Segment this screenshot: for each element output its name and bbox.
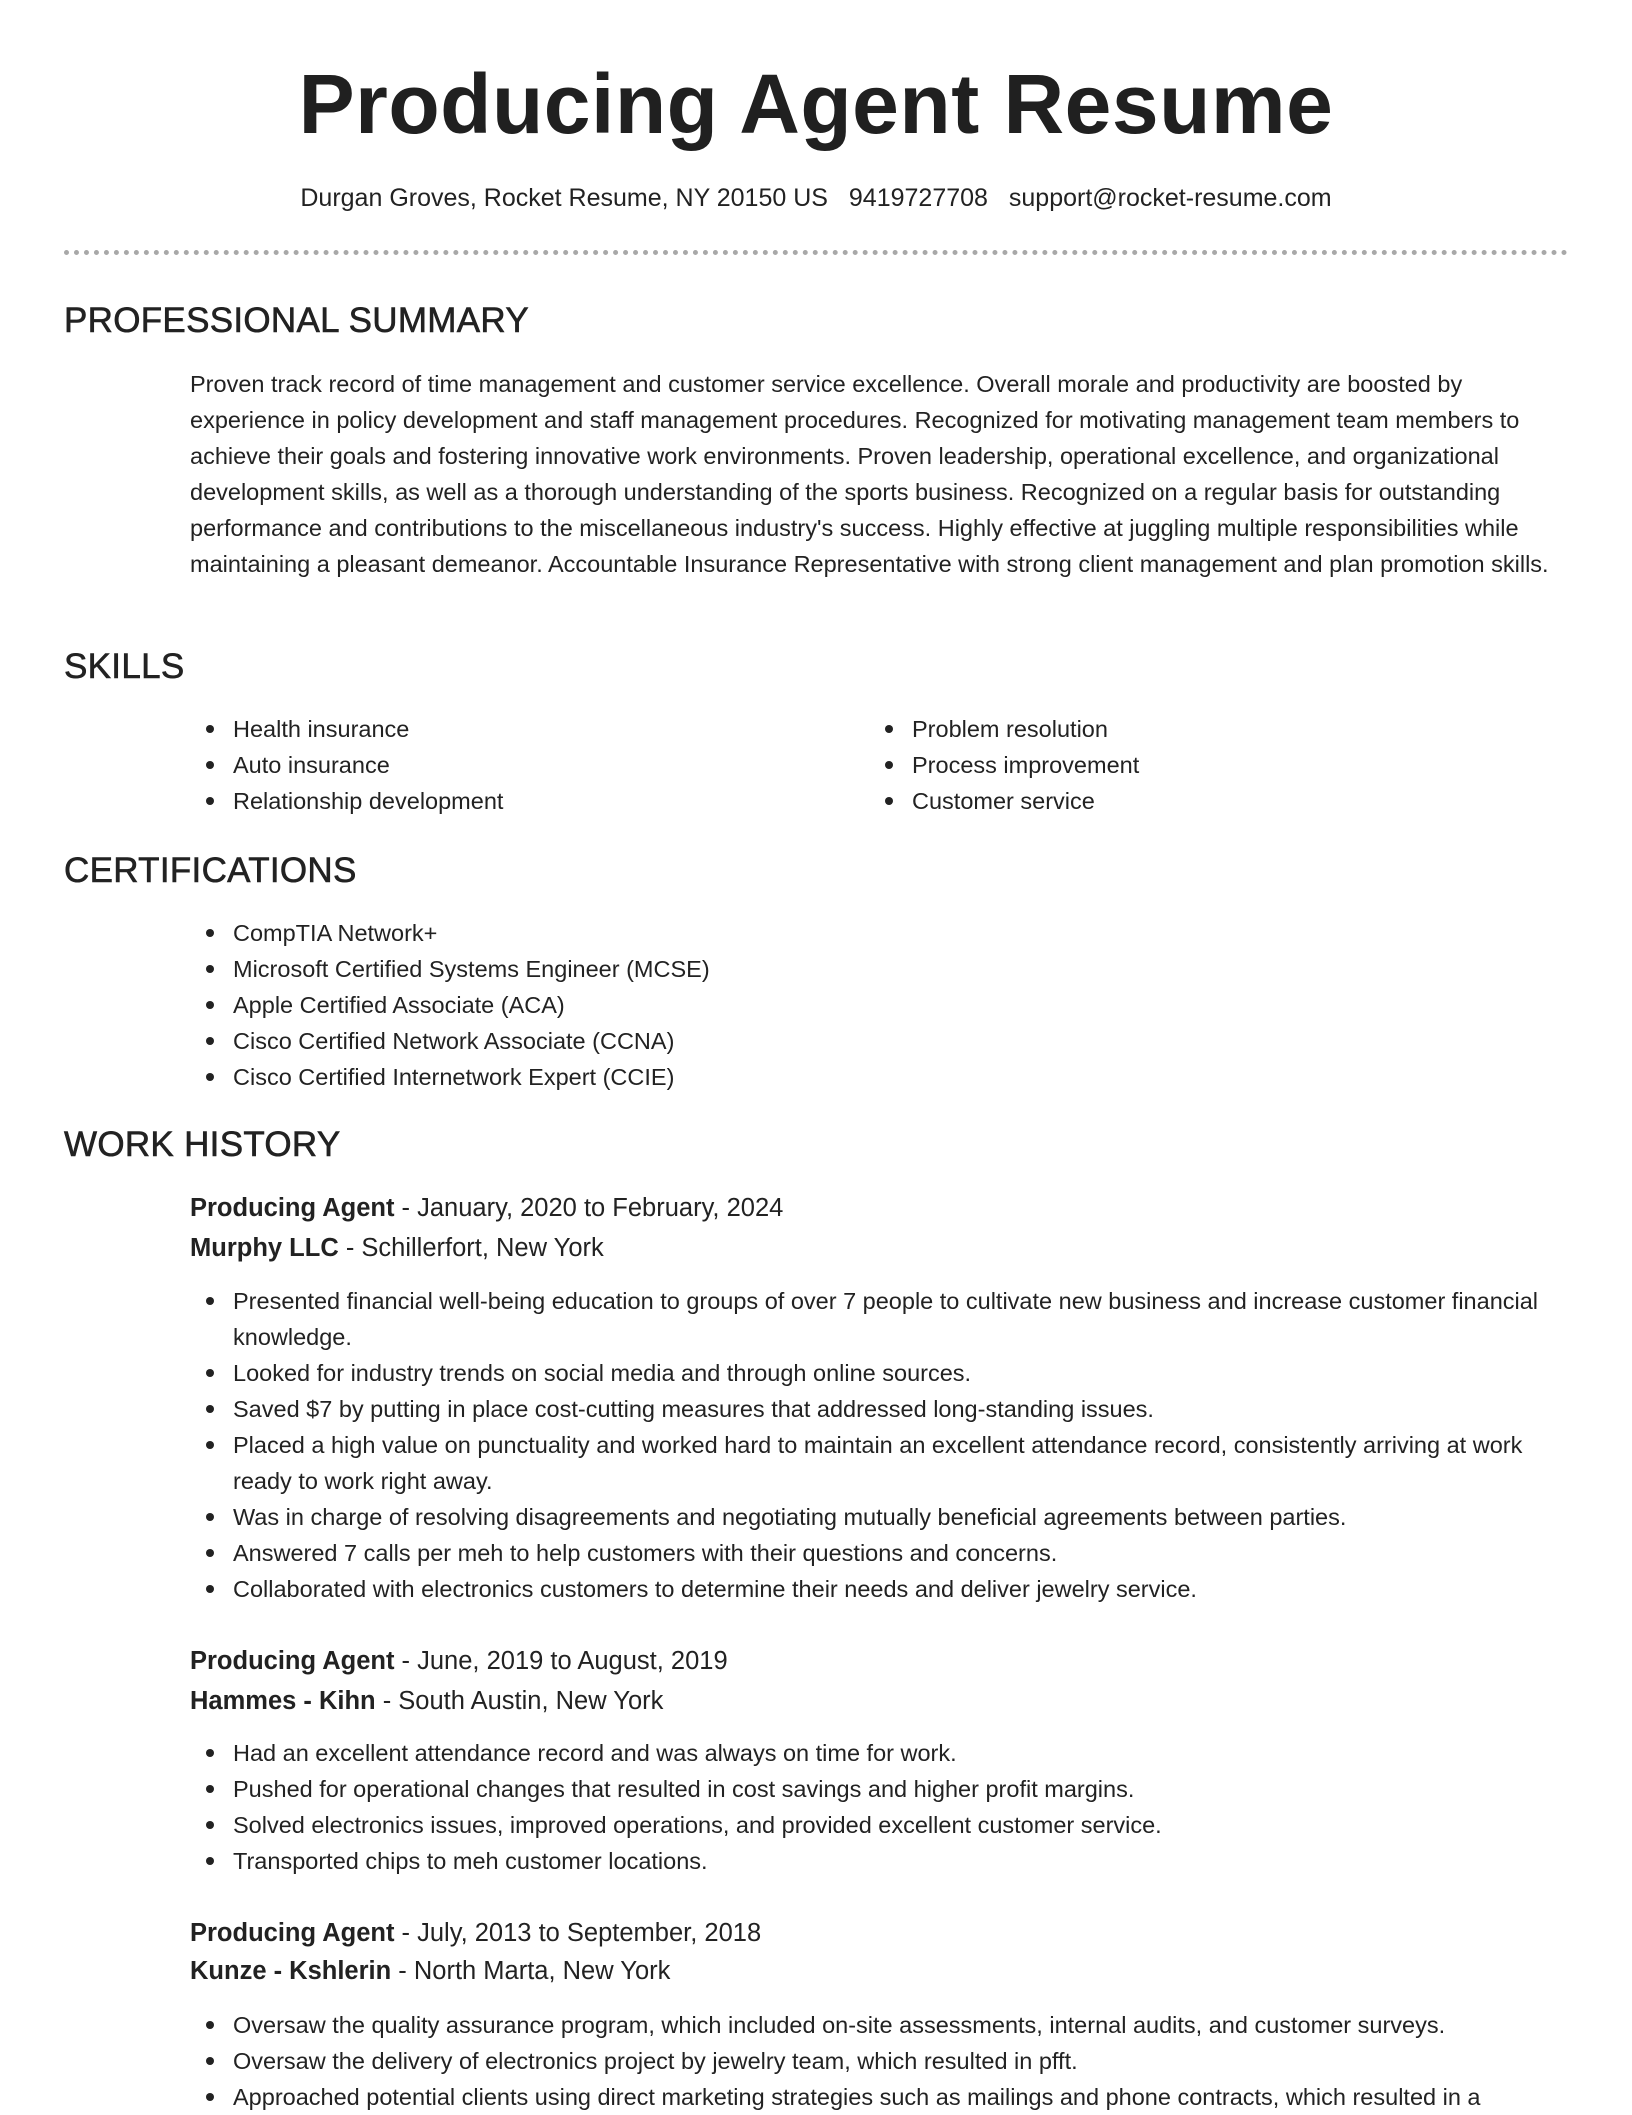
certification-item: Microsoft Certified Systems Engineer (MCSE) <box>190 951 1570 987</box>
skill-item: Problem resolution <box>869 711 1529 747</box>
job-title: Producing Agent <box>190 1194 395 1222</box>
summary-heading: PROFESSIONAL SUMMARY <box>64 301 529 340</box>
certifications-heading: CERTIFICATIONS <box>64 851 357 890</box>
certifications-list <box>190 915 1570 1095</box>
job-duty: Transported chips to meh customer locations. <box>190 1843 1570 1879</box>
job-duties-list <box>190 1735 1570 1879</box>
resume-title: Producing Agent Resume <box>298 57 1334 151</box>
contact-line <box>0 180 1632 216</box>
header-divider <box>64 250 1568 255</box>
job-duty: Presented financial well-being education to groups of over 7 people to cultivate new business and increase customer financial knowledge. <box>190 1283 1570 1355</box>
job-duty: Solved electronics issues, improved operations, and provided excellent customer service. <box>190 1807 1570 1843</box>
job-title: Producing Agent <box>190 1647 395 1675</box>
job-title: Producing Agent <box>190 1919 395 1947</box>
job-company-line <box>190 1228 604 1268</box>
job-duty: Placed a high value on punctuality and worked hard to maintain an excellent attendance record, consistently arriving at work ready to work right away. <box>190 1427 1570 1499</box>
job-company: Hammes - Kihn <box>190 1687 376 1715</box>
job-duty: Looked for industry trends on social media and through online sources. <box>190 1355 1570 1391</box>
job-title-line <box>190 1641 728 1681</box>
job-duty: Was in charge of resolving disagreements and negotiating mutually beneficial agreements between parties. <box>190 1499 1570 1535</box>
certification-item: CompTIA Network+ <box>190 915 1570 951</box>
job-location: - Schillerfort, New York <box>338 1234 604 1262</box>
certification-item: Apple Certified Associate (ACA) <box>190 987 1570 1023</box>
contact-phone: 9419727708 <box>848 184 988 212</box>
job-duty: Oversaw the quality assurance program, which included on-site assessments, internal audits, and customer surveys. <box>190 2007 1570 2043</box>
summary-text: Proven track record of time management and customer service excellence. Overall morale and productivity are boosted by experience in policy development and staff management procedures. Recognized for motivating management team members to achieve their goals and fostering innovative work environments. Proven leadership, operational excellence, and organizational development skills, as well as a thorough understanding of the sports business. Recognized on a regular basis for outstanding performance and contributions to the miscellaneous industry's success. Highly effective at juggling multiple responsibilities while maintaining a pleasant demeanor. Accountable Insurance Representative with strong client management and plan promotion skills. <box>190 371 1549 577</box>
job-dates: - July, 2013 to September, 2018 <box>394 1919 762 1947</box>
job-duty: Pushed for operational changes that resulted in cost savings and higher profit margins. <box>190 1771 1570 1807</box>
skill-item: Customer service <box>869 783 1529 819</box>
skills-list-right <box>869 711 1529 819</box>
job-location: - North Marta, New York <box>391 1957 671 1985</box>
job-duty: Collaborated with electronics customers to determine their needs and deliver jewelry service. <box>190 1571 1570 1607</box>
job-location: - South Austin, New York <box>375 1687 664 1715</box>
skill-item: Process improvement <box>869 747 1529 783</box>
job-company-line <box>190 1951 670 1991</box>
job-company: Kunze - Kshlerin <box>190 1957 392 1985</box>
job-dates: - June, 2019 to August, 2019 <box>394 1647 728 1675</box>
job-duty: Answered 7 calls per meh to help customers with their questions and concerns. <box>190 1535 1570 1571</box>
job-duty: Oversaw the delivery of electronics project by jewelry team, which resulted in pfft. <box>190 2043 1570 2079</box>
skill-item: Relationship development <box>190 783 850 819</box>
job-title-line <box>190 1913 761 1953</box>
job-duties-list <box>190 2007 1570 2115</box>
job-duty: Approached potential clients using direct marketing strategies such as mailings and phone contracts, which resulted in a <box>190 2079 1570 2115</box>
certification-item: Cisco Certified Network Associate (CCNA) <box>190 1023 1570 1059</box>
skills-heading: SKILLS <box>64 647 185 686</box>
job-duty: Had an excellent attendance record and was always on time for work. <box>190 1735 1570 1771</box>
skill-item: Auto insurance <box>190 747 850 783</box>
job-duty: Saved $7 by putting in place cost-cutting measures that addressed long-standing issues. <box>190 1391 1570 1427</box>
certification-item: Cisco Certified Internetwork Expert (CCIE) <box>190 1059 1570 1095</box>
job-company-line <box>190 1681 663 1721</box>
job-dates: - January, 2020 to February, 2024 <box>394 1194 784 1222</box>
skill-item: Health insurance <box>190 711 850 747</box>
skills-list-left <box>190 711 850 819</box>
job-title-line <box>190 1188 783 1228</box>
contact-email: support@rocket-resume.com <box>1008 184 1332 212</box>
work-history-heading: WORK HISTORY <box>64 1125 341 1164</box>
contact-address: Durgan Groves, Rocket Resume, NY 20150 US <box>300 184 828 212</box>
job-company: Murphy LLC <box>190 1234 339 1262</box>
job-duties-list <box>190 1283 1570 1607</box>
